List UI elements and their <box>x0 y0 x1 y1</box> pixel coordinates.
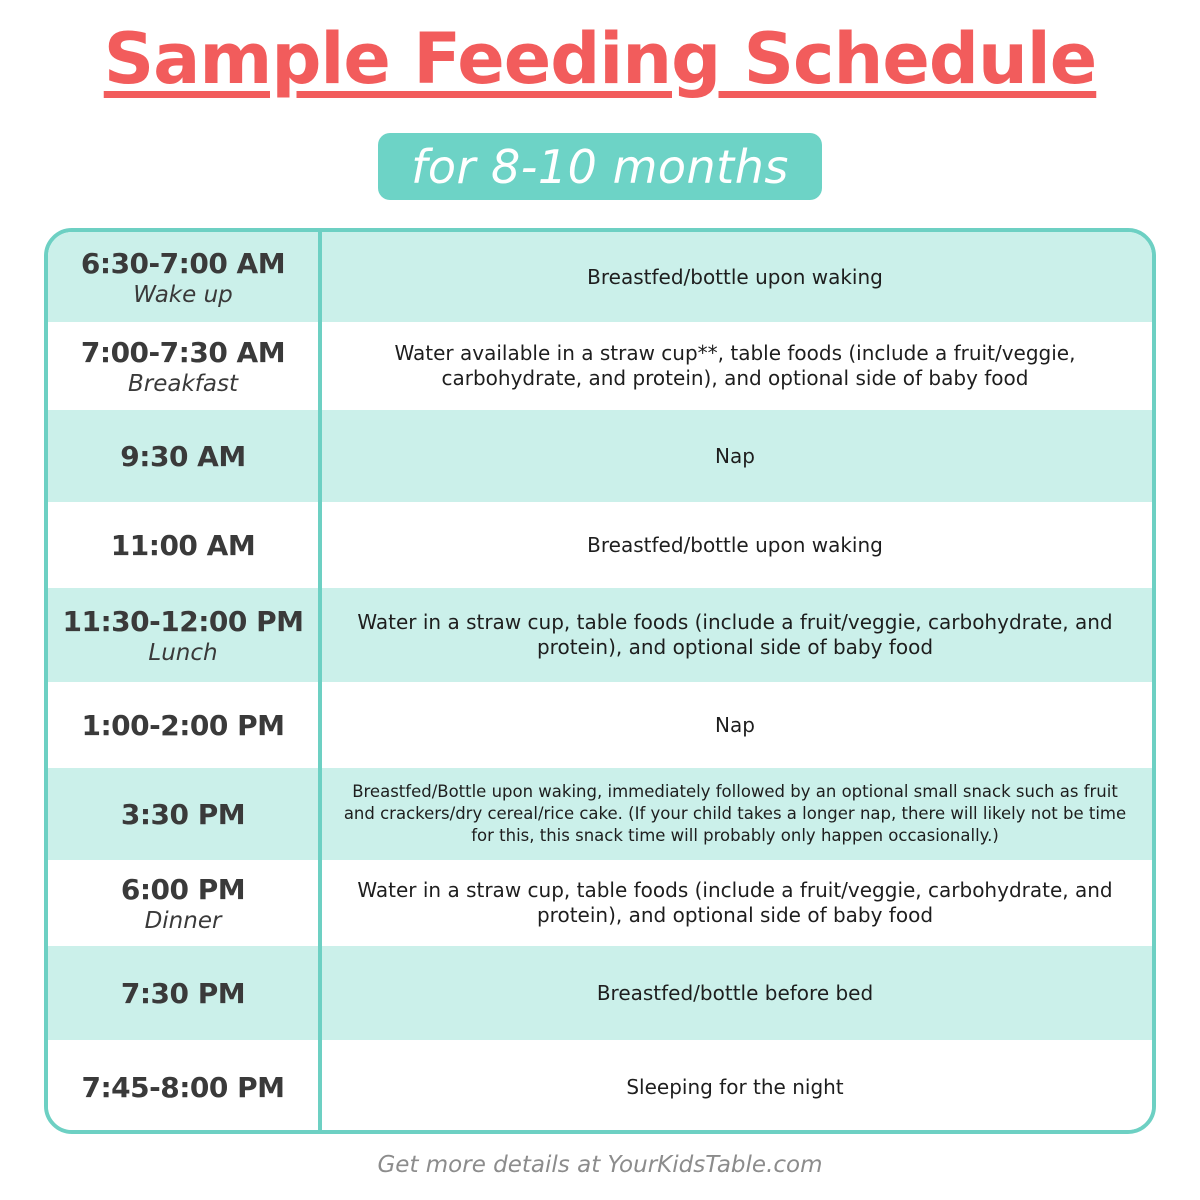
footer-link-text: Get more details at YourKidsTable.com <box>377 1152 823 1178</box>
schedule-row <box>48 860 1152 946</box>
schedule-row <box>48 768 1152 860</box>
time-value: 11:00 AM <box>110 528 256 562</box>
time-cell <box>48 588 318 682</box>
time-value: 6:30-7:00 AM <box>80 246 286 280</box>
description-cell: Nap <box>715 712 755 737</box>
time-value: 7:30 PM <box>120 976 246 1010</box>
page-title: Sample Feeding Schedule <box>103 18 1097 100</box>
time-value: 7:45-8:00 PM <box>81 1070 285 1104</box>
time-cell <box>48 946 318 1040</box>
time-cell <box>48 322 318 410</box>
time-cell <box>48 682 318 768</box>
time-cell <box>48 768 318 860</box>
time-cell <box>48 410 318 502</box>
time-cell <box>48 502 318 588</box>
schedule-row <box>48 322 1152 410</box>
schedule-row <box>48 1040 1152 1134</box>
schedule-table <box>44 228 1156 1134</box>
time-value: 3:30 PM <box>120 797 246 831</box>
description-cell: Water in a straw cup, table foods (include a fruit/veggie, carbohydrate, and protein), and optional side of baby food <box>357 878 1113 927</box>
description-cell: Water available in a straw cup**, table foods (include a fruit/veggie, carbohydrate, and protein), and optional side of baby food <box>394 341 1076 390</box>
age-range-text: for 8-10 months <box>411 139 789 194</box>
schedule-row <box>48 946 1152 1040</box>
schedule-row <box>48 502 1152 588</box>
description-cell: Sleeping for the night <box>626 1074 844 1099</box>
description-cell: Breastfed/bottle upon waking <box>587 264 883 289</box>
time-cell <box>48 860 318 946</box>
description-cell: Breastfed/Bottle upon waking, immediately followed by an optional small snack such as fruit and crackers/dry cereal/rice cake. (If your child takes a longer nap, there will likely not be time for this, this snack time will probably only happen occasionally.) <box>343 782 1127 845</box>
time-value: 11:30-12:00 PM <box>62 604 304 638</box>
time-value: 6:00 PM <box>120 872 246 906</box>
meal-label: Lunch <box>148 639 218 666</box>
time-cell <box>48 232 318 322</box>
time-value: 9:30 AM <box>120 439 246 473</box>
meal-label: Wake up <box>133 281 233 308</box>
time-cell <box>48 1040 318 1134</box>
meal-label: Dinner <box>144 907 222 934</box>
age-range-badge <box>378 133 822 200</box>
schedule-row <box>48 410 1152 502</box>
description-cell: Nap <box>715 443 755 468</box>
description-cell: Water in a straw cup, table foods (include a fruit/veggie, carbohydrate, and protein), and optional side of baby food <box>357 610 1113 659</box>
meal-label: Breakfast <box>128 370 238 397</box>
time-value: 7:00-7:30 AM <box>80 335 286 369</box>
description-cell: Breastfed/bottle before bed <box>596 980 874 1005</box>
schedule-row <box>48 682 1152 768</box>
schedule-row <box>48 588 1152 682</box>
description-cell: Breastfed/bottle upon waking <box>587 532 883 557</box>
time-value: 1:00-2:00 PM <box>81 708 285 742</box>
schedule-row <box>48 232 1152 322</box>
column-divider <box>318 232 322 1130</box>
